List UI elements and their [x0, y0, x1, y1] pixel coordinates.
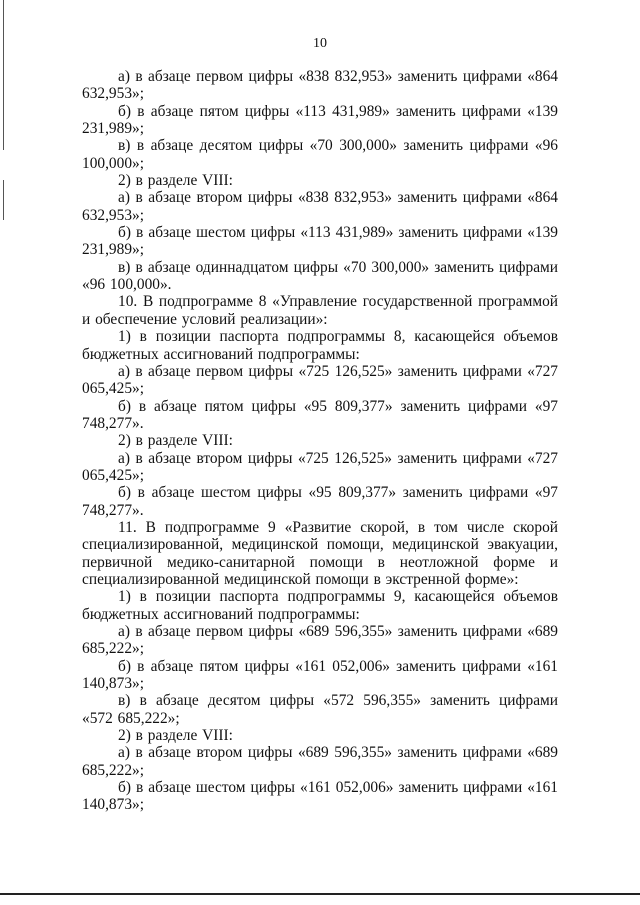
paragraph: 11. В подпрограмме 9 «Развитие скорой, в том числе скорой специализированной, медицинской помощи, медицинской эвакуации, первичной медико-санитарной помощи в неотложной форме и специализированной медицинской помощи в экстренной форме»:	[82, 518, 558, 588]
paragraph: 10. В подпрограмме 8 «Управление государственной программой и обеспечение условий реализации»:	[82, 293, 558, 328]
section-heading: 2) в разделе VIII:	[118, 727, 233, 745]
paragraph: в) в абзаце десятом цифры «572 596,355» заменить цифрами «572 685,222»;	[82, 692, 558, 727]
paragraph: а) в абзаце втором цифры «838 832,953» заменить цифрами «864 632,953»;	[82, 189, 558, 224]
section-heading: 2) в разделе VIII:	[118, 432, 233, 450]
paragraph: а) в абзаце втором цифры «689 596,355» заменить цифрами «689 685,222»;	[82, 744, 558, 779]
paragraph: б) в абзаце пятом цифры «95 809,377» заменить цифрами «97 748,277».	[82, 397, 558, 432]
paragraph: б) в абзаце шестом цифры «161 052,006» заменить цифрами «161 140,873»;	[82, 779, 558, 814]
page-number: 10	[313, 36, 327, 51]
paragraph: а) в абзаце первом цифры «725 126,525» заменить цифрами «727 065,425»;	[82, 362, 558, 398]
paragraph: б) в абзаце шестом цифры «113 431,989» заменить цифрами «139 231,989»;	[82, 224, 558, 259]
paragraph: в) в абзаце десятом цифры «70 300,000» заменить цифрами «96 100,000»;	[82, 137, 558, 172]
scan-margin-mark	[3, 180, 4, 220]
paragraph: в) в абзаце одиннадцатом цифры «70 300,000» заменить цифрами «96 100,000».	[82, 258, 558, 294]
scan-margin-line	[3, 0, 4, 150]
page-bottom-border	[0, 893, 640, 895]
paragraph: а) в абзаце первом цифры «838 832,953» заменить цифрами «864 632,953»;	[82, 68, 558, 103]
document-body	[82, 68, 558, 814]
paragraph: б) в абзаце пятом цифры «161 052,006» заменить цифрами «161 140,873»;	[82, 657, 558, 693]
paragraph: а) в абзаце втором цифры «725 126,525» заменить цифрами «727 065,425»;	[82, 449, 558, 484]
paragraph: б) в абзаце пятом цифры «113 431,989» заменить цифрами «139 231,989»;	[82, 102, 558, 138]
paragraph: 1) в позиции паспорта подпрограммы 9, касающейся объемов бюджетных ассигнований подпрограммы:	[82, 588, 558, 623]
paragraph: 1) в позиции паспорта подпрограммы 8, касающейся объемов бюджетных ассигнований подпрограммы:	[82, 328, 558, 363]
section-heading: 2) в разделе VIII:	[118, 172, 233, 190]
paragraph: б) в абзаце шестом цифры «95 809,377» заменить цифрами «97 748,277».	[82, 484, 558, 519]
paragraph: а) в абзаце первом цифры «689 596,355» заменить цифрами «689 685,222»;	[82, 623, 558, 658]
